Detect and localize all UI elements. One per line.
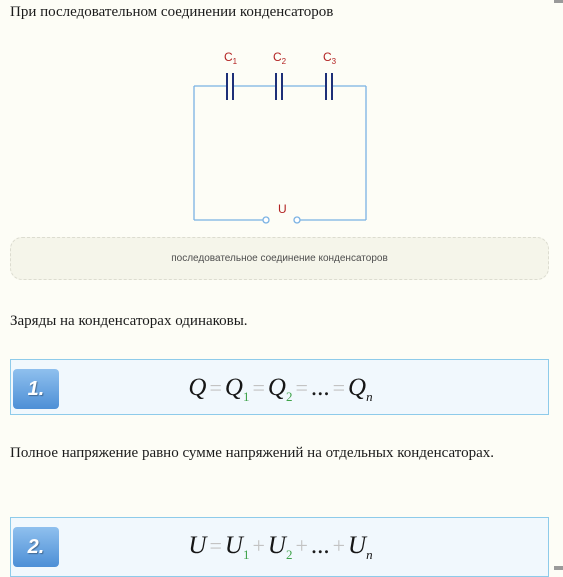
paragraph-voltage-sum: Полное напряжение равно сумме напряжений на отдельных конденсаторах. bbox=[10, 445, 494, 461]
scrollbar-bottom-edge[interactable] bbox=[554, 566, 563, 570]
series-capacitor-circuit-diagram bbox=[0, 0, 563, 235]
capacitor-c2 bbox=[276, 73, 282, 100]
formula-voltage-sum: $U = U_1 + U_2$ + ... + $U_n$ bbox=[188, 532, 373, 562]
formula-box-1 bbox=[10, 359, 549, 415]
capacitor-label-c2: $C_2$ bbox=[273, 50, 287, 66]
capacitor-c1 bbox=[227, 73, 233, 100]
section-heading: При последовательном соединении конденсаторов bbox=[10, 4, 334, 20]
capacitor-label-c1: $C_1$ bbox=[224, 50, 238, 66]
scrollbar-top-edge[interactable] bbox=[554, 0, 563, 3]
paragraph-charges-equal: Заряды на конденсаторах одинаковы. bbox=[10, 313, 248, 329]
capacitor-label-c3: $C_3$ bbox=[323, 50, 337, 66]
voltage-label: U bbox=[278, 202, 287, 216]
capacitor-c3 bbox=[326, 73, 332, 100]
figure-caption: последовательное соединение конденсаторов bbox=[10, 237, 549, 280]
terminal-right bbox=[294, 217, 300, 223]
formula-box-2 bbox=[10, 517, 549, 577]
formula-number-badge: 1. bbox=[13, 369, 59, 409]
formula-number-badge: 2. bbox=[13, 527, 59, 567]
circuit-wires bbox=[194, 86, 366, 220]
formula-charge-equality: $Q = Q_1 = Q_2$ = ... = $Q_n$ bbox=[188, 374, 373, 404]
terminal-left bbox=[263, 217, 269, 223]
